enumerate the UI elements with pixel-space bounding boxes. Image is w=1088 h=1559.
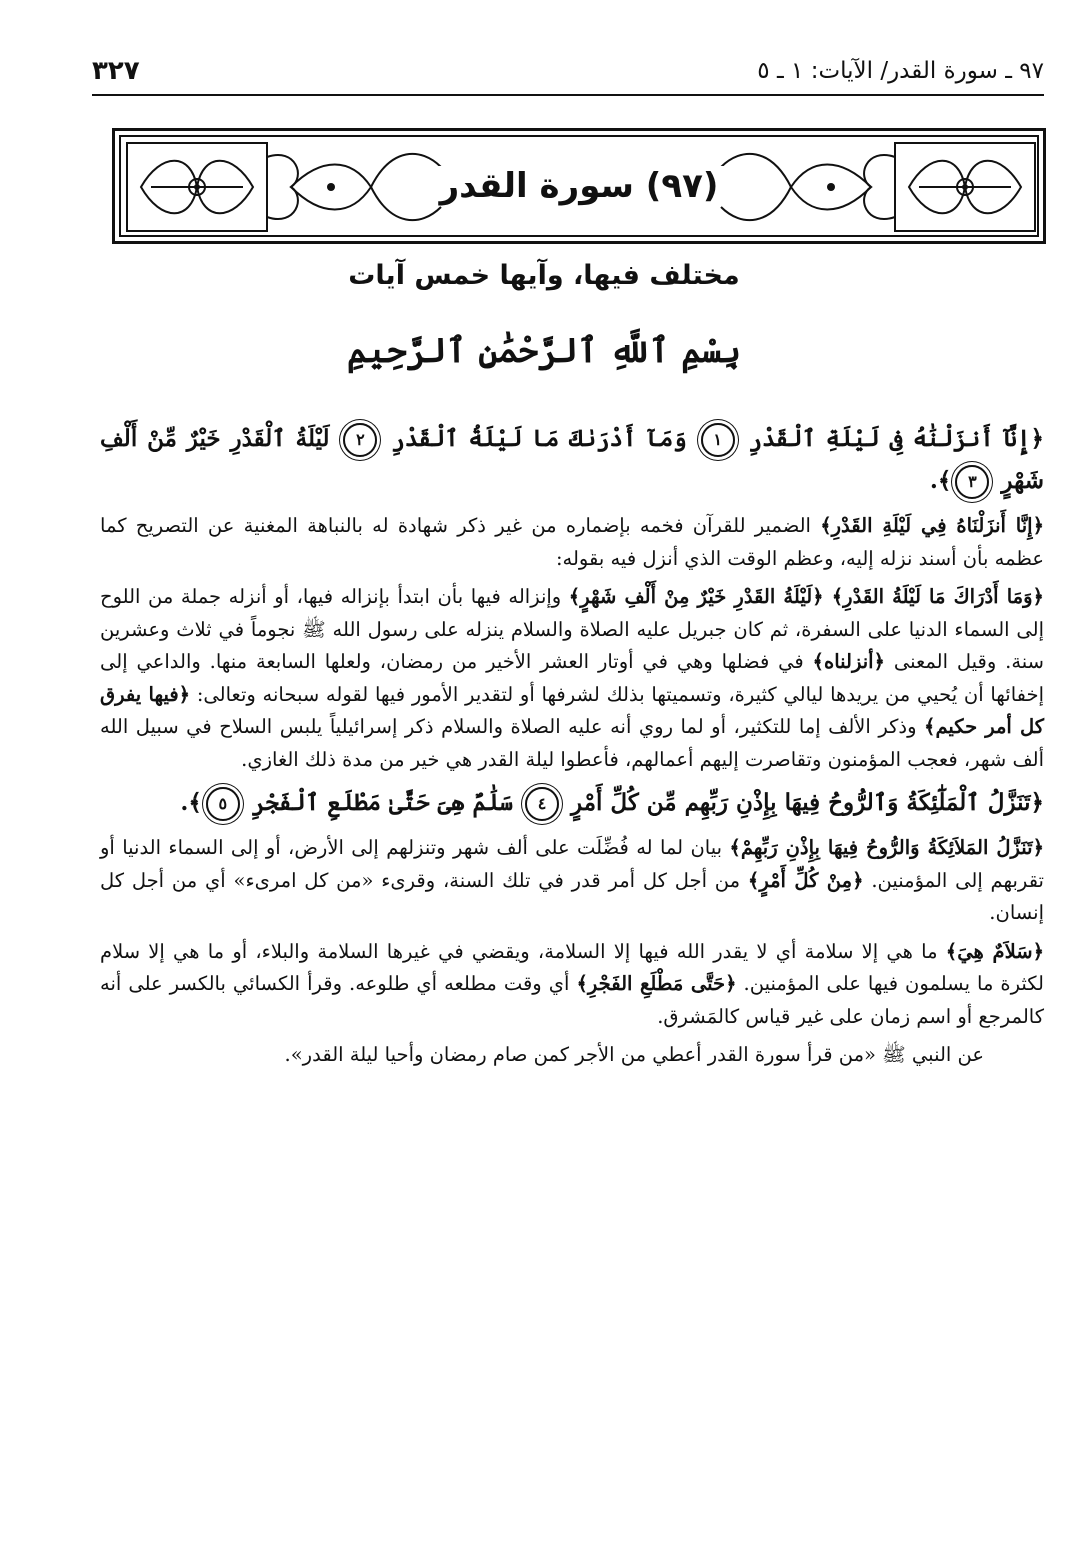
paragraph-text: ما هي إلا سلامة أي لا يقدر الله فيها إلا السلامة، ويقضي في غيرها السلامة والبلاء، أو ما هي إلا سلام لكثرة ما يسلمون فيها على المؤمنين. [100,939,1044,995]
ayah-number-5: ٥ [206,787,240,821]
ornate-bracket-close: ﴾. [929,467,952,494]
paragraph-5-hadith [100,1039,1044,1072]
ornamental-banner [119,135,1039,237]
ayah-3: لَيْلَةُ ٱلْقَدْرِ خَيْرٌ مِّنْ أَلْفِ شَهْرٍ [100,425,1044,494]
paragraph-text: بيان لما له فُضِّلَت على ألف شهر وتنزلهم إلى الأرض، أو إلى السماء الدنيا أو تقربهم إلى المؤمنين. [100,836,1044,892]
ornate-bracket-open: ﴿ [1030,789,1044,816]
paragraph-text: في فضلها وهي في أوتار العشر الأخير من رمضان، ولعلها السابعة منها. والداعي إلى إخفائها أن يُحيي من يريدها ليالي كثيرة، وتسميتها بذلك لشرفها أو لتقدير الأمور فيها لقوله سبحانه وتعالى: [100,650,1044,706]
paragraph-text: وإنزاله فيها بأن ابتدأ بإنزاله فيها، أو أنزله جملة من اللوح إلى السماء الدنيا على السفرة، ثم كان جبريل عليه الصلاة والسلام ينزله على رسول الله ﷺ نجوماً في ثلاث وعشرين سنة. وقيل المعنى [100,585,1044,673]
quoted-verse: ﴿إِنَّا أَنزَلْنَاهُ فِي لَيْلَةِ القَدْرِ﴾ [820,514,1044,537]
quoted-verse: ﴿سَلاَمٌ هِيَ﴾ [945,939,1044,963]
ayah-number-4: ٤ [525,787,559,821]
page-number: ٣٢٧ [92,56,140,86]
paragraph-4 [100,936,1044,1034]
ayah-4: تَنَزَّلُ ٱلْمَلَٰٓئِكَةُ وَٱلرُّوحُ فِيهَا بِإِذْنِ رَبِّهِم مِّن كُلِّ أَمْرٍ [571,789,1031,816]
quoted-verse: ﴿حَتَّى مَطْلَعِ الفَجْرِ﴾ [576,972,737,995]
paragraph-text: عن النبي ﷺ «من قرأ سورة القدر أعطي من الأجر كمن صام رمضان وأحيا ليلة القدر». [284,1043,984,1066]
ornate-bracket-close: ﴾. [180,789,202,816]
paragraph-text: من أجل كل أمر قدر في تلك السنة، وقرىء «من كل امرىء» أي من أجل كل إنسان. [100,868,1044,924]
paragraph-text: أي وقت مطلعه أي طلوعه. وقرأ الكسائي بالكسر على أنه كالمرجع أو اسم زمان على غير قياس كالمَشرق. [100,972,1044,1028]
verses-block-2 [100,782,1044,824]
verses-block-1 [100,418,1044,502]
ayah-5: سَلَٰمٌ هِىَ حَتَّىٰ مَطْلَعِ ٱلْفَجْرِ [251,789,513,816]
ornate-bracket-open: ﴿ [1030,425,1045,452]
quoted-verse: ﴿تَنَزَّلُ المَلاَئِكَةُ وَالرُّوحُ فِيهَا بِإِذْنِ رَبِّهِمْ﴾ [729,836,1045,859]
ayah-number-3: ٣ [955,465,989,499]
ayah-number-2: ٢ [343,423,377,457]
quoted-verse: ﴿لَيْلَةُ القَدْرِ خَيْرٌ مِنْ أَلْفِ شَهْرٍ﴾ [568,585,832,608]
ayah-1: إِنَّآ أَنزَلْنَٰهُ فِى لَيْلَةِ ٱلْقَدْرِ [748,425,1031,452]
running-title: ٩٧ ـ سورة القدر/ الآيات: ١ ـ ٥ [757,58,1044,84]
paragraph-2 [100,581,1044,776]
quoted-verse: ﴿أنزلناه﴾ [812,650,885,673]
ayah-2: وَمَآ أَدْرَىٰكَ مَا لَيْلَةُ ٱلْقَدْرِ [391,425,687,452]
sura-subtitle: مختلف فيها، وآيها خمس آيات [348,260,740,291]
page-header [92,48,1044,96]
sura-title: (٩٧) سورة القدر [426,166,733,206]
sura-title-frame [112,128,1046,244]
tafsir-body [100,418,1044,1078]
quoted-verse: ﴿فيها يفرق كل أمر حكيم﴾ [100,682,1044,738]
paragraph-text: وذكر الألف إما للتكثير، أو لما روي أنه عليه الصلاة والسلام ذكر إسرائيلياً يلبس السلاح في سبيل الله ألف شهر، فعجب المؤمنون وتقاصرت إليهم أعمالهم، فأعطوا ليلة القدر هي خير من مدة ذلك الغازي. [100,715,1044,771]
ayah-number-1: ١ [701,423,735,457]
paragraph-3 [100,832,1044,930]
quoted-verse: ﴿مِنْ كُلِّ أَمْرٍ﴾ [747,868,864,892]
paragraph-text: الضمير للقرآن فخمه بإضماره من غير ذكر شهادة له بالنباهة المغنية عن التصريح كما عظمه بأن أسند نزله إليه، وعظم الوقت الذي أنزل فيه بقوله: [100,514,1044,570]
basmala: بِسْمِ ٱللَّهِ ٱلرَّحْمَٰنِ ٱلرَّحِيمِ [346,331,742,371]
quoted-verse: ﴿وَمَا أَدْرَاكَ مَا لَيْلَةُ القَدْرِ﴾ [831,585,1044,608]
paragraph-1 [100,510,1044,575]
